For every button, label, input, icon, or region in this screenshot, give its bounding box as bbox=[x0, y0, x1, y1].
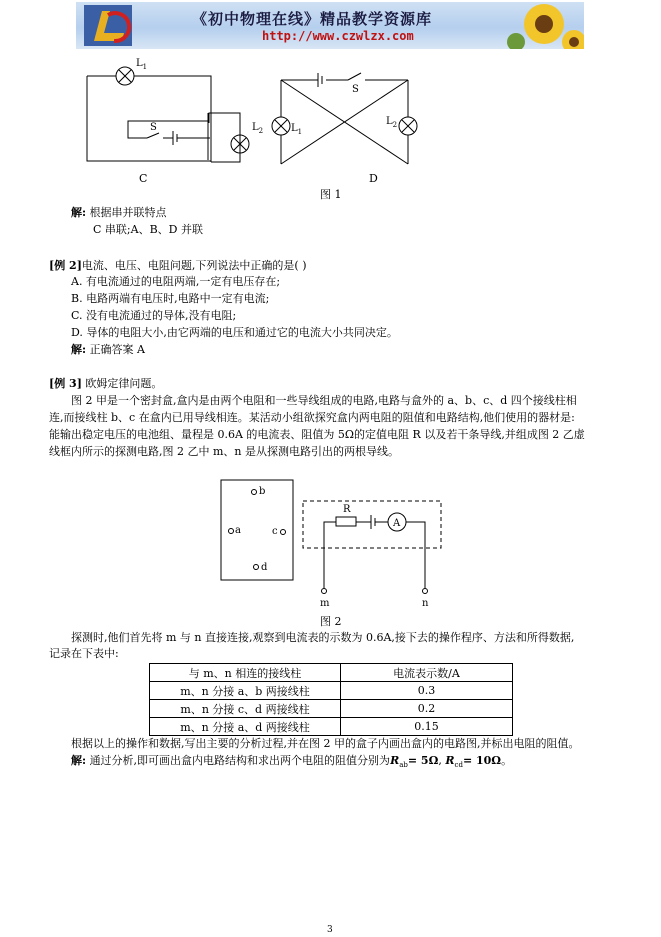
table-cell: m、n 分接 a、b 两接线柱 bbox=[150, 682, 341, 700]
svg-text:L1: $L_1$ bbox=[291, 123, 303, 136]
banner-url[interactable]: http://www.czwlzx.com bbox=[262, 29, 414, 43]
c-switch-label: S bbox=[150, 122, 157, 133]
table-cell: m、n 分接 a、d 两接线柱 bbox=[150, 718, 341, 736]
ex2-option-b: B. 电路两端有电压时,电路中一定有电流; bbox=[71, 292, 270, 305]
lead-m-label: m bbox=[320, 598, 330, 609]
table-header-terminals: 与 m、n 相连的接线柱 bbox=[150, 664, 341, 682]
ex2-option-d: D. 导体的电阻大小,由它两端的电压和通过它的电流大小共同决定。 bbox=[71, 326, 398, 339]
c-l1-label: L bbox=[136, 58, 143, 69]
svg-text:L2: $L_2$ bbox=[252, 122, 264, 135]
ex2-answer: 解: 正确答案 A bbox=[71, 343, 146, 356]
ex3-para-line4: 线框内所示的探测电路,图 2 乙中 m、n 是从探测电路引出的两根导线。 bbox=[49, 445, 399, 458]
terminal-d-label: d bbox=[261, 562, 268, 573]
table-row bbox=[150, 718, 513, 736]
d-switch-label: S bbox=[352, 84, 359, 95]
terminal-a-label: a bbox=[235, 525, 241, 536]
ex3-probe-line1: 探测时,他们首先将 m 与 n 直接连接,观察到电流表的示数为 0.6A,接下去的操作程序、方法和所得数据, bbox=[71, 631, 575, 644]
terminal-b-label: b bbox=[259, 486, 266, 497]
c-l2-label: L bbox=[252, 122, 259, 133]
ex3-para-line2: 连,而接线柱 b、c 在盒内已用导线相连。某活动小组欲探究盒内两电阻的阻值和电路结构,他们使用的器材是: bbox=[49, 411, 575, 424]
table-cell: 0.3 bbox=[341, 682, 513, 700]
terminal-c-label: c bbox=[272, 526, 278, 537]
figure-2 bbox=[0, 470, 661, 630]
ex3-probe-line2: 记录在下表中: bbox=[49, 647, 119, 660]
ammeter-label: A bbox=[393, 518, 401, 529]
svg-text:L1: $L_1$ bbox=[136, 58, 148, 71]
ex2-question: [例 2]电流、电压、电阻问题,下列说法中正确的是( ) bbox=[49, 259, 307, 272]
ex1-answer-line2: C 串联;A、B、D 并联 bbox=[93, 223, 203, 236]
resistor-r-label: R bbox=[343, 504, 351, 515]
ex1-answer-line1: 解: 根据串并联特点 bbox=[71, 206, 167, 219]
lead-n-label: n bbox=[422, 598, 429, 609]
ex3-para-line1: 图 2 甲是一个密封盒,盒内是由两个电阻和一些导线组成的电路,电路与盒外的 a、b、c、d 四个接线柱相 bbox=[71, 394, 577, 407]
d-circuit-label: D bbox=[369, 172, 378, 185]
table-cell: 0.15 bbox=[341, 718, 513, 736]
table-header-current: 电流表示数/A bbox=[341, 664, 513, 682]
ex3-heading: [例 3] 欧姆定律问题。 bbox=[49, 377, 163, 390]
d-l1-label: L bbox=[291, 123, 298, 134]
ex3-after-table: 根据以上的操作和数据,写出主要的分析过程,并在图 2 甲的盒子内画出盒内的电路图,并标出电阻的阻值。 bbox=[71, 737, 580, 750]
table-cell: m、n 分接 c、d 两接线柱 bbox=[150, 700, 341, 718]
c-circuit-label: C bbox=[139, 172, 148, 185]
figure-1 bbox=[0, 0, 661, 210]
d-l2-label: L bbox=[386, 116, 393, 127]
fig1-caption: 图 1 bbox=[320, 188, 342, 201]
ex2-option-c: C. 没有电流通过的导体,没有电阻; bbox=[71, 309, 237, 322]
table-header-row bbox=[150, 664, 513, 682]
table-cell: 0.2 bbox=[341, 700, 513, 718]
ex2-option-a: A. 有电流通过的电阻两端,一定有电压存在; bbox=[71, 275, 281, 288]
banner-title: 《初中物理在线》精品教学资源库 bbox=[192, 10, 433, 28]
ex3-para-line3: 能输出稳定电压的电池组、量程是 0.6A 的电流表、阻值为 5Ω的定值电阻 R 以及若干条导线,并组成图 2 乙虚 bbox=[49, 428, 585, 441]
ex3-answer: 解: 通过分析,即可画出盒内电路结构和求出两个电阻的阻值分别为$R_{ab}= 5\Omega$, $R_{cd}= 10\Omega$。 bbox=[71, 754, 513, 770]
table-row bbox=[150, 682, 513, 700]
svg-text:L2: $L_2$ bbox=[386, 116, 398, 129]
fig2-caption: 图 2 bbox=[320, 615, 342, 628]
page-number: 3 bbox=[327, 925, 333, 935]
measurement-table bbox=[149, 663, 513, 736]
table-row bbox=[150, 700, 513, 718]
